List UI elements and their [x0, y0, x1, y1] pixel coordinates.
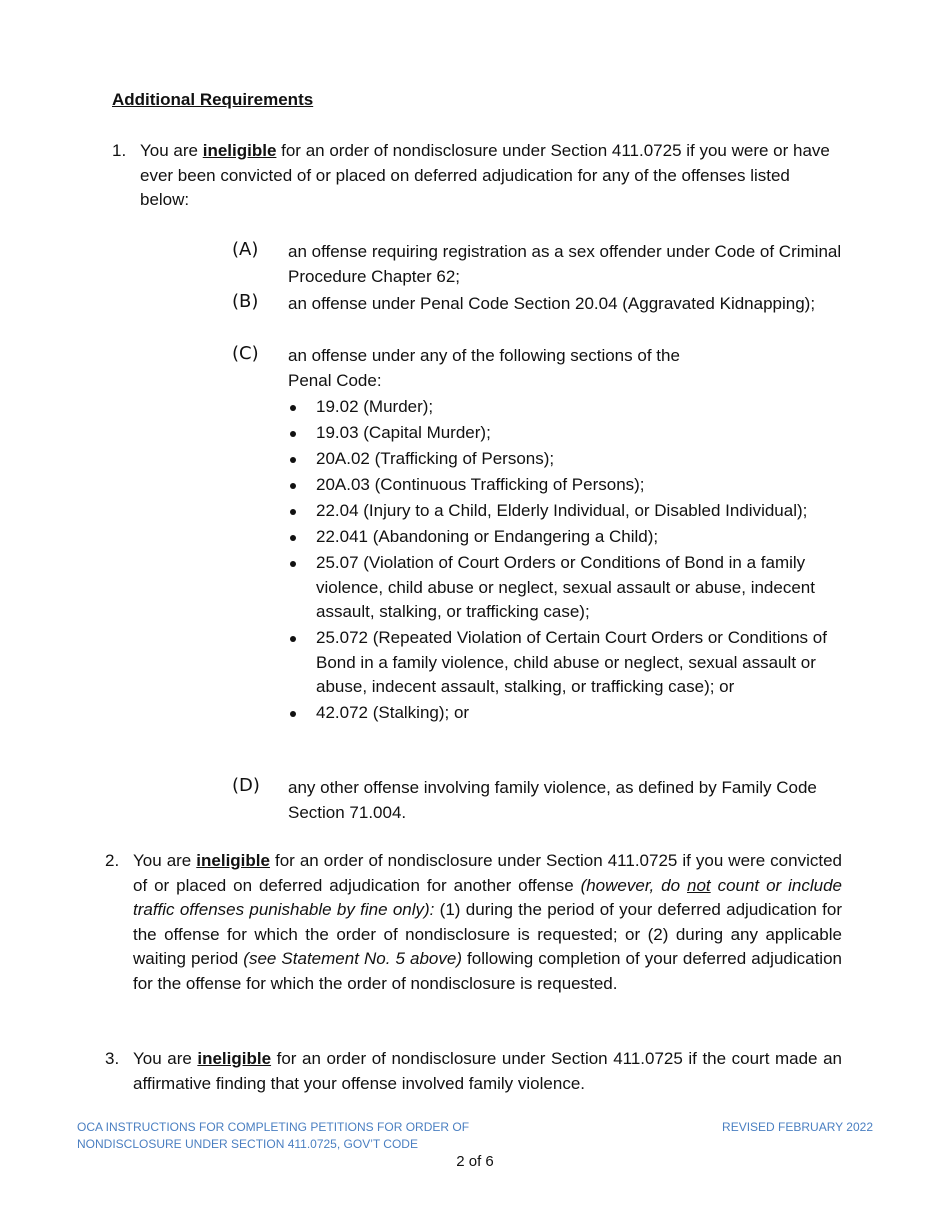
item-lead: You are: [133, 1049, 198, 1068]
section-heading: Additional Requirements: [112, 90, 314, 109]
item-text: [133, 849, 842, 996]
item-text: [133, 1047, 842, 1096]
subitem-letter: (B): [232, 291, 259, 312]
subitem-text: an offense under Penal Code Section 20.04 (Aggravated Kidnapping);: [288, 294, 816, 313]
subitem-text: an offense requiring registration as a sex offender under Code of Criminal Procedure Chapter 62;: [288, 242, 842, 286]
item-italic: count or include traffic offenses punishable by fine only):: [133, 875, 842, 919]
page-number: 2 of 6: [456, 1153, 494, 1170]
list-item: 22.04 (Injury to a Child, Elderly Individual, or Disabled Individual);: [288, 499, 843, 524]
subitem-text: [288, 344, 842, 393]
item-rest: for an order of nondisclosure under Section 411.0725 if you were or have ever been convicted of or placed on deferred adjudication for any of the offenses listed below:: [140, 141, 830, 209]
item-number: 1.: [112, 141, 127, 160]
footer-line: OCA INSTRUCTIONS FOR COMPLETING PETITIONS FOR ORDER OF: [77, 1120, 470, 1134]
item-italic: (however, do: [580, 875, 688, 895]
subitem-d: [232, 776, 842, 825]
item-rest: for an order of nondisclosure under Section 411.0725 if the court made an affirmative finding that your offense involved family violence.: [133, 1049, 842, 1093]
subitem-a: [232, 240, 842, 289]
ineligible-emphasis: ineligible: [197, 1049, 272, 1068]
item-text: [140, 139, 842, 213]
item-lead: You are: [133, 851, 197, 870]
list-item: 20A.03 (Continuous Trafficking of Persons);: [288, 473, 843, 498]
subitem-c: [232, 344, 842, 393]
list-item: 20A.02 (Trafficking of Persons);: [288, 447, 843, 472]
requirement-item-3: [105, 1047, 842, 1096]
item-italic-underline: not: [687, 875, 711, 895]
footer-title: [77, 1119, 469, 1153]
list-item: 19.02 (Murder);: [288, 395, 843, 420]
list-item: 42.072 (Stalking); or: [288, 701, 843, 726]
subitem-line: Penal Code:: [288, 370, 382, 390]
item-part: (1) during the period of your deferred adjudication for the offense for which the order of nondisclosure is requested; or (2) during any applicable waiting period: [133, 900, 842, 968]
item-number: 3.: [105, 1049, 120, 1068]
penal-code-list: [288, 395, 843, 727]
footer-line: NONDISCLOSURE UNDER SECTION 411.0725, GOV’T CODE: [77, 1137, 418, 1151]
subitem-line: an offense under any of the following sections of the: [288, 346, 680, 365]
list-item: 25.07 (Violation of Court Orders or Conditions of Bond in a family violence, child abuse or neglect, sexual assault or abuse, indecent assault, stalking, or trafficking case);: [288, 551, 843, 625]
ineligible-emphasis: ineligible: [196, 851, 270, 870]
list-item: 25.072 (Repeated Violation of Certain Court Orders or Conditions of Bond in a family violence, child abuse or neglect, sexual assault or abuse, indecent assault, stalking, or trafficking case); or: [288, 626, 843, 700]
subitem-text: any other offense involving family violence, as defined by Family Code Section 71.004.: [288, 778, 817, 822]
subitem-letter: (C): [232, 343, 259, 364]
subitem-letter: (D): [232, 775, 260, 796]
item-lead: You are: [140, 141, 203, 160]
subitem-b: [232, 292, 842, 317]
footer-revision: REVISED FEBRUARY 2022: [722, 1120, 873, 1134]
requirement-item-2: [105, 849, 842, 996]
item-part: for an order of nondisclosure under Section 411.0725 if you were convicted of or placed on deferred adjudication for another offense: [133, 851, 842, 895]
list-item: 22.041 (Abandoning or Endangering a Child);: [288, 525, 843, 550]
list-item: 19.03 (Capital Murder);: [288, 421, 843, 446]
ineligible-emphasis: ineligible: [202, 141, 277, 160]
subitem-letter: (A): [232, 239, 259, 260]
item-italic: (see Statement No. 5 above): [243, 949, 462, 968]
item-part: following completion of your deferred adjudication for the offense for which the order of nondisclosure is requested.: [133, 949, 842, 993]
requirement-item-1: [112, 139, 842, 213]
item-number: 2.: [105, 851, 120, 870]
